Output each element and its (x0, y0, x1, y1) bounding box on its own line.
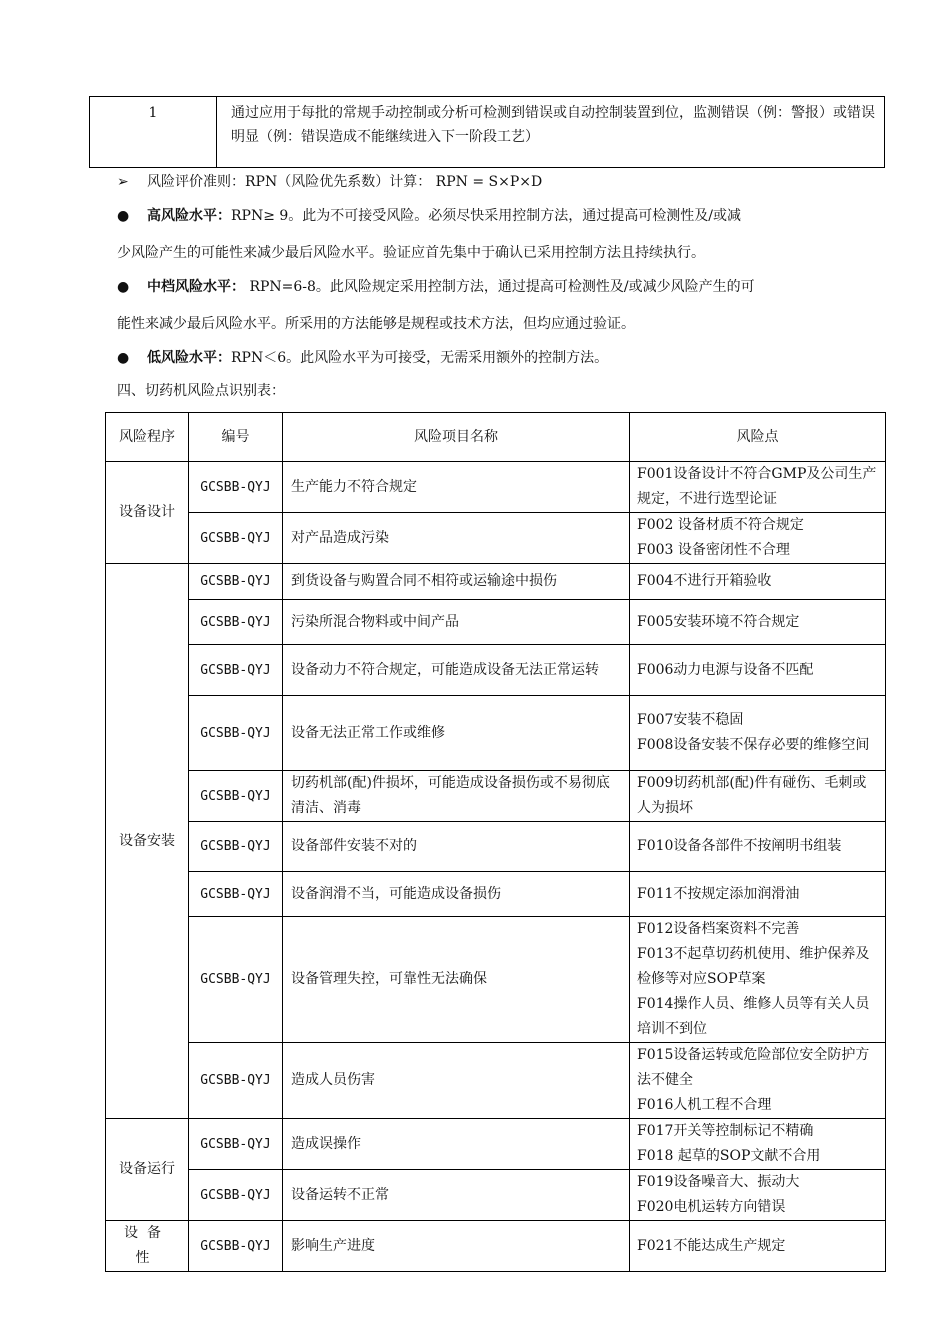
code-cell: GCSBB-QYJ (189, 917, 283, 1043)
table-row (106, 645, 886, 696)
table-row (106, 513, 886, 564)
risk-identification-table (105, 412, 886, 1272)
table-row (106, 872, 886, 917)
point-cell (630, 1170, 886, 1221)
point-text: F011不按规定添加润滑油 (637, 885, 800, 902)
code-cell: GCSBB-QYJ (189, 872, 283, 917)
point-text: F002 设备材质不符合规定 (637, 517, 804, 533)
point-text: F010设备各部件不按阐明书组装 (637, 838, 842, 854)
point-cell (630, 462, 886, 513)
item-cell: 对产品造成污染 (283, 513, 630, 564)
item-cell: 污染所混合物料或中间产品 (283, 600, 630, 645)
point-cell (630, 696, 886, 771)
point-text: F008设备安装不保存必要的维修空间 (637, 737, 870, 753)
process-cell: 设备设计 (106, 462, 189, 564)
criteria-line (117, 172, 877, 192)
table-row (106, 696, 886, 771)
medium-risk-line1 (117, 277, 877, 297)
low-risk-text: RPN＜6。此风险水平为可接受，无需采用额外的控制方法。 (231, 350, 609, 366)
point-text: F018 起草的SOP文献不合用 (637, 1148, 821, 1164)
header-process: 风险程序 (106, 413, 189, 462)
header-point: 风险点 (630, 413, 886, 462)
code-cell: GCSBB-QYJ (189, 822, 283, 872)
high-risk-line1 (117, 206, 877, 226)
item-cell: 切药机部(配)件损坏，可能造成设备损伤或不易彻底清洁、消毒 (283, 771, 630, 822)
code-cell: GCSBB-QYJ (189, 1043, 283, 1119)
point-cell (630, 917, 886, 1043)
point-text: F014操作人员、维修人员等有关人员培训不到位 (637, 996, 870, 1037)
section-title: 四、切药机风险点识别表： (117, 383, 285, 399)
item-cell: 生产能力不符合规定 (283, 462, 630, 513)
point-text: F006动力电源与设备不匹配 (637, 661, 814, 678)
point-cell (630, 1221, 886, 1272)
criteria-text: 风险评价准则：RPN（风险优先系数）计算： RPN = S×P×D (147, 174, 543, 190)
point-cell (630, 822, 886, 872)
table-row (106, 771, 886, 822)
point-text: F015设备运转或危险部位安全防护方法不健全 (637, 1047, 870, 1088)
table-row (106, 1170, 886, 1221)
point-cell (630, 513, 886, 564)
detectability-description: 通过应用于每批的常规手动控制或分析可检测到错误或自动控制装置到位，监测错误（例：警报）或错误明显（例：错误造成不能继续进入下一阶段工艺） (217, 97, 885, 168)
low-risk-line (117, 348, 877, 368)
table-row (90, 97, 885, 168)
code-cell: GCSBB-QYJ (189, 564, 283, 600)
table-row (106, 462, 886, 513)
point-text: F012设备档案资料不完善 (637, 921, 800, 937)
arrow-bullet-icon: ➢ (117, 174, 129, 190)
point-cell (630, 645, 886, 696)
point-text: F005安装环境不符合规定 (637, 613, 800, 630)
point-cell (630, 771, 886, 822)
high-risk-text: RPN≥ 9。此为不可接受风险。必须尽快采用控制方法，通过提高可检测性及/或减 (231, 208, 742, 224)
item-cell: 设备运转不正常 (283, 1170, 630, 1221)
high-risk-label: 高风险水平： (147, 208, 231, 224)
process-cell: 设备安装 (106, 564, 189, 1119)
process-cell: 设备性 (106, 1221, 189, 1272)
code-cell: GCSBB-QYJ (189, 696, 283, 771)
point-cell (630, 1119, 886, 1170)
item-cell: 设备润滑不当，可能造成设备损伤 (283, 872, 630, 917)
table-row (106, 917, 886, 1043)
point-text: F017开关等控制标记不精确 (637, 1123, 814, 1139)
point-text: F021不能达成生产规定 (637, 1237, 786, 1254)
code-cell: GCSBB-QYJ (189, 1221, 283, 1272)
item-cell: 到货设备与购置合同不相符或运输途中损伤 (283, 564, 630, 600)
code-cell: GCSBB-QYJ (189, 771, 283, 822)
item-cell: 设备管理失控，可靠性无法确保 (283, 917, 630, 1043)
point-text: F020电机运转方向错误 (637, 1199, 786, 1215)
code-cell: GCSBB-QYJ (189, 1119, 283, 1170)
point-text: F016人机工程不合理 (637, 1097, 772, 1113)
table-row (106, 1043, 886, 1119)
header-item: 风险项目名称 (283, 413, 630, 462)
code-cell: GCSBB-QYJ (189, 1170, 283, 1221)
table-row (106, 1119, 886, 1170)
code-cell: GCSBB-QYJ (189, 600, 283, 645)
item-cell: 造成误操作 (283, 1119, 630, 1170)
point-cell (630, 1043, 886, 1119)
point-cell (630, 600, 886, 645)
point-cell (630, 564, 886, 600)
item-cell: 设备部件安装不对的 (283, 822, 630, 872)
detectability-table-continuation (89, 96, 885, 168)
point-text: F019设备噪音大、振动大 (637, 1174, 800, 1190)
header-code: 编号 (189, 413, 283, 462)
item-cell: 设备无法正常工作或维修 (283, 696, 630, 771)
process-cell: 设备运行 (106, 1119, 189, 1221)
medium-risk-text: RPN=6-8。此风险规定采用控制方法，通过提高可检测性及/或减少风险产生的可 (245, 279, 755, 295)
low-risk-label: 低风险水平： (147, 350, 231, 366)
medium-risk-label: 中档风险水平： (147, 279, 245, 295)
item-cell: 设备动力不符合规定，可能造成设备无法正常运转 (283, 645, 630, 696)
table-header-row (106, 413, 886, 462)
item-cell: 影响生产进度 (283, 1221, 630, 1272)
table-row (106, 564, 886, 600)
detectability-level: 1 (90, 97, 217, 168)
high-risk-line2: 少风险产生的可能性来减少最后风险水平。验证应首先集中于确认已采用控制方法且持续执行。 (117, 245, 705, 261)
point-cell (630, 872, 886, 917)
point-text: F007安装不稳固 (637, 712, 744, 728)
code-cell: GCSBB-QYJ (189, 462, 283, 513)
table-row (106, 600, 886, 645)
point-text: F009切药机部(配)件有碰伤、毛刺或人为损坏 (637, 775, 867, 816)
table-row (106, 1221, 886, 1272)
table-row (106, 822, 886, 872)
medium-risk-line2: 能性来减少最后风险水平。所采用的方法能够是规程或技术方法，但均应通过验证。 (117, 316, 635, 332)
dot-bullet-icon: ● (117, 279, 130, 295)
point-text: F003 设备密闭性不合理 (637, 542, 790, 558)
point-text: F013不起草切药机使用、维护保养及检修等对应SOP草案 (637, 946, 870, 987)
point-text: F001设备设计不符合GMP及公司生产规定，不进行选型论证 (637, 466, 877, 507)
dot-bullet-icon: ● (117, 350, 130, 366)
item-cell: 造成人员伤害 (283, 1043, 630, 1119)
code-cell: GCSBB-QYJ (189, 513, 283, 564)
code-cell: GCSBB-QYJ (189, 645, 283, 696)
dot-bullet-icon: ● (117, 208, 130, 224)
point-text: F004不进行开箱验收 (637, 573, 772, 589)
